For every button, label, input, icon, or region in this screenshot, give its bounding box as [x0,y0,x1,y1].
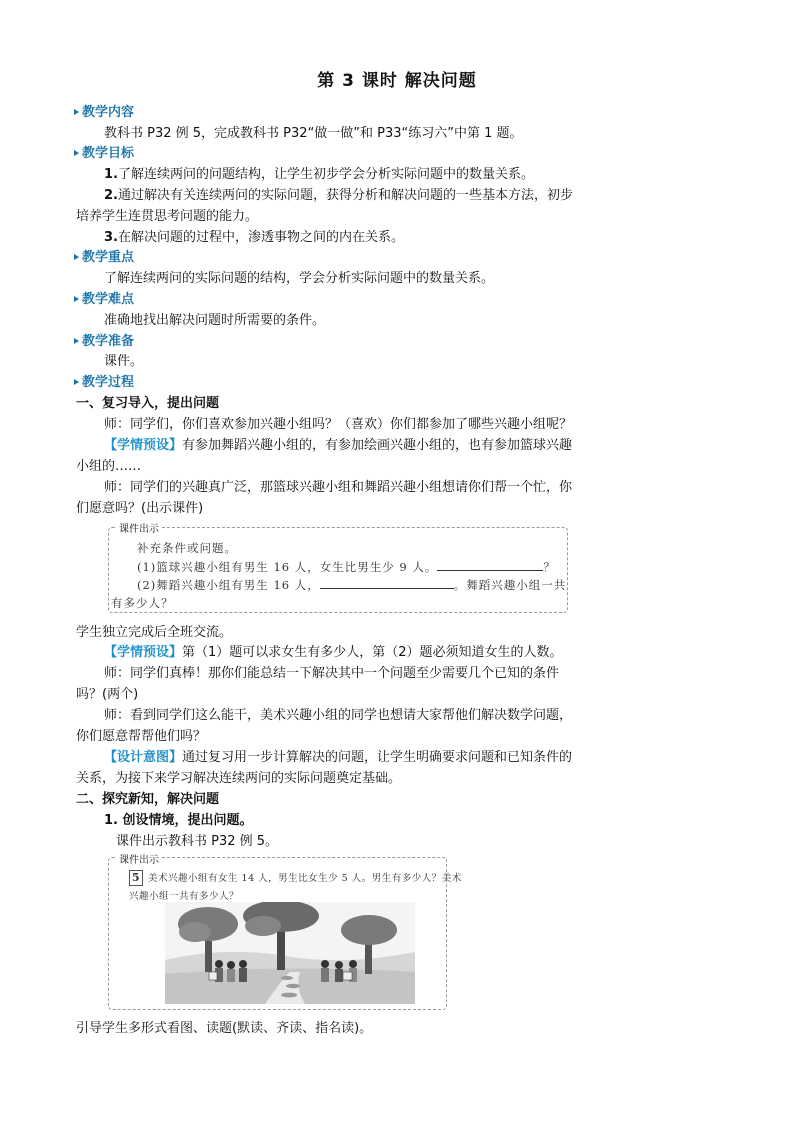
triangle-bullet-icon [74,109,79,115]
example-line-2: 兴趣小组一共有多少人？ [129,891,240,902]
dialog-line: 学生独立完成后全班交流。 [76,625,233,640]
dialog-line: 课件出示教科书 P32 例 5。 [116,834,279,849]
section-heading-prep: 教学准备 [74,330,134,349]
example-line-1: 5 美术兴趣小组有女生 14 人，男生比女生少 5 人。男生有多少人？美术 [129,870,462,886]
triangle-bullet-icon [74,379,79,385]
section-heading-goals: 教学目标 [74,142,134,161]
answer-blank[interactable] [437,560,543,571]
triangle-bullet-icon [74,296,79,302]
part2-subheading: 1. 创设情境，提出问题。 [104,813,253,828]
dialog-line: 师：同学们的兴趣真广泛，那篮球兴趣小组和舞蹈兴趣小组想请你们帮一个忙，你 [104,480,573,495]
courseware-box-example [108,855,462,1010]
box-prompt: 补充条件或问题。 [137,541,237,555]
section-heading-difficulty: 教学难点 [74,288,134,307]
box-question-1: (1)篮球兴趣小组有男生 16 人，女生比男生少 9 人。 ？ [137,560,556,574]
goal-item: 2.通过解决有关连续两问的实际问题，获得分析和解决问题的一些基本方法，初步 [104,188,573,203]
park-illustration [165,902,415,1004]
example-number-badge: 5 [129,870,143,886]
part2-heading: 二、探究新知，解决问题 [76,792,220,807]
prep-text: 课件。 [104,354,144,369]
box-question-2: (2)舞蹈兴趣小组有男生 16 人， 。舞蹈兴趣小组一共 [137,578,567,592]
dialog-line: 你们愿意帮帮他们吗？ [76,729,207,744]
dialog-line: 引导学生多形式看图、读题(默读、齐读、指名读)。 [76,1021,373,1036]
part1-heading: 一、复习导入，提出问题 [76,396,220,411]
dialog-line: 小组的…… [76,459,142,474]
student-preset-line: 【学情预设】有参加舞蹈兴趣小组的，有参加绘画兴趣小组的，也有参加篮球兴趣 [104,438,573,453]
section-heading-process: 教学过程 [74,371,134,390]
courseware-box [108,524,568,613]
design-intent-line: 【设计意图】通过复习用一步计算解决的问题，让学生明确要求问题和已知条件的 [104,750,573,765]
dialog-line: 师：看到同学们这么能干，美术兴趣小组的同学也想请大家帮他们解决数学问题， [104,708,573,723]
courseware-label: 课件出示 [117,520,161,535]
courseware-label: 课件出示 [117,851,161,866]
triangle-bullet-icon [74,150,79,156]
goal-item-cont: 培养学生连贯思考问题的能力。 [76,209,259,224]
difficulty-text: 准确地找出解决问题时所需要的条件。 [104,313,326,328]
design-intent-cont: 关系，为接下来学习解决连续两问的实际问题奠定基础。 [76,771,402,786]
goal-item: 1.了解连续两问的问题结构，让学生初步学会分析实际问题中的数量关系。 [104,167,534,182]
key-text: 了解连续两问的实际问题的结构，学会分析实际问题中的数量关系。 [104,271,495,286]
page-title: 第 3 课时 解决问题 [317,71,477,91]
section-heading-key: 教学重点 [74,246,134,265]
student-preset-line: 【学情预设】第（1）题可以求女生有多少人，第（2）题必须知道女生的人数。 [104,645,563,660]
section-heading-content: 教学内容 [74,101,134,120]
dialog-line: 吗？(两个) [76,687,139,702]
dialog-line: 师：同学们，你们喜欢参加兴趣小组吗？（喜欢）你们都参加了哪些兴趣小组呢？ [104,417,573,432]
triangle-bullet-icon [74,254,79,260]
answer-blank[interactable] [320,578,454,589]
goal-item: 3.在解决问题的过程中，渗透事物之间的内在关系。 [104,230,404,245]
dialog-line: 们愿意吗？(出示课件) [76,501,204,516]
content-text: 教科书 P32 例 5，完成教科书 P32“做一做”和 P33“练习六”中第 1 题。 [104,126,523,141]
box-question-2-cont: 有多少人？ [111,596,174,610]
triangle-bullet-icon [74,338,79,344]
dialog-line: 师：同学们真棒！那你们能总结一下解决其中一个问题至少需要几个已知的条件 [104,666,560,681]
